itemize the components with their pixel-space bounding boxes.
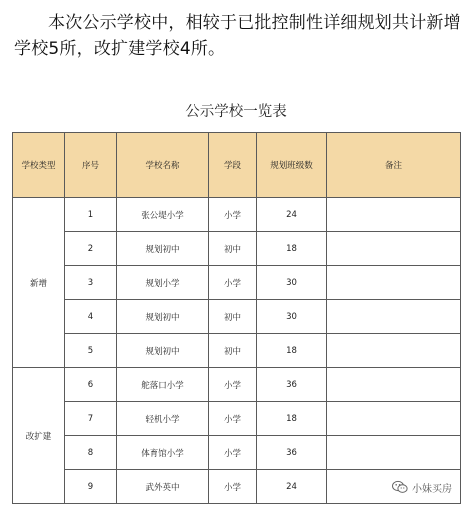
- school-name-cell: 张公堤小学: [117, 198, 209, 232]
- school-name-cell: 舵落口小学: [117, 368, 209, 402]
- school-name-cell: 武外英中: [117, 470, 209, 504]
- seq-cell: 7: [65, 402, 117, 436]
- table-title: 公示学校一览表: [185, 104, 287, 120]
- header-level: 学段: [209, 133, 257, 198]
- table-row: [13, 266, 461, 300]
- planned-classes-cell: 24: [257, 470, 327, 504]
- level-cell: 初中: [209, 334, 257, 368]
- level-cell: 小学: [209, 368, 257, 402]
- school-name-cell: 规划小学: [117, 266, 209, 300]
- school-name-cell: 规划初中: [117, 334, 209, 368]
- seq-cell: 1: [65, 198, 117, 232]
- watermark-text: 小妹买房: [412, 483, 452, 495]
- level-cell: 小学: [209, 470, 257, 504]
- table-row: [13, 368, 461, 402]
- level-cell: 小学: [209, 198, 257, 232]
- table-row: [13, 198, 461, 232]
- seq-cell: 4: [65, 300, 117, 334]
- seq-cell: 9: [65, 470, 117, 504]
- level-cell: 小学: [209, 266, 257, 300]
- remark-cell: [327, 334, 461, 368]
- seq-cell: 3: [65, 266, 117, 300]
- wechat-icon: [392, 480, 408, 494]
- planned-classes-cell: 36: [257, 436, 327, 470]
- table-header-row: [13, 133, 461, 198]
- table-row: [13, 402, 461, 436]
- level-cell: 小学: [209, 402, 257, 436]
- watermark: [392, 478, 452, 496]
- remark-cell: [327, 266, 461, 300]
- remark-cell: [327, 402, 461, 436]
- remark-cell: [327, 198, 461, 232]
- table-row: [13, 334, 461, 368]
- planned-classes-cell: 18: [257, 402, 327, 436]
- remark-cell: [327, 232, 461, 266]
- intro-paragraph: 本次公示学校中，相较于已批控制性详细规划共计新增学校5所，改扩建学校4所。: [14, 13, 461, 59]
- remark-cell: [327, 300, 461, 334]
- table-row: [13, 232, 461, 266]
- seq-cell: 6: [65, 368, 117, 402]
- remark-cell: [327, 368, 461, 402]
- planned-classes-cell: 18: [257, 334, 327, 368]
- planned-classes-cell: 30: [257, 266, 327, 300]
- table-row: [13, 436, 461, 470]
- school-list-table: [12, 132, 461, 504]
- header-school-type: 学校类型: [13, 133, 65, 198]
- school-name-cell: 规划初中: [117, 300, 209, 334]
- seq-cell: 5: [65, 334, 117, 368]
- school-name-cell: 规划初中: [117, 232, 209, 266]
- header-planned-classes: 规划班级数: [257, 133, 327, 198]
- seq-cell: 2: [65, 232, 117, 266]
- planned-classes-cell: 30: [257, 300, 327, 334]
- school-type-cell: 改扩建: [13, 368, 65, 504]
- level-cell: 小学: [209, 436, 257, 470]
- level-cell: 初中: [209, 300, 257, 334]
- header-remark: 备注: [327, 133, 461, 198]
- school-name-cell: 体育馆小学: [117, 436, 209, 470]
- school-name-cell: 轻机小学: [117, 402, 209, 436]
- planned-classes-cell: 36: [257, 368, 327, 402]
- table-row: [13, 300, 461, 334]
- planned-classes-cell: 18: [257, 232, 327, 266]
- seq-cell: 8: [65, 436, 117, 470]
- header-school-name: 学校名称: [117, 133, 209, 198]
- planned-classes-cell: 24: [257, 198, 327, 232]
- school-type-cell: 新增: [13, 198, 65, 368]
- level-cell: 初中: [209, 232, 257, 266]
- remark-cell: [327, 436, 461, 470]
- header-seq: 序号: [65, 133, 117, 198]
